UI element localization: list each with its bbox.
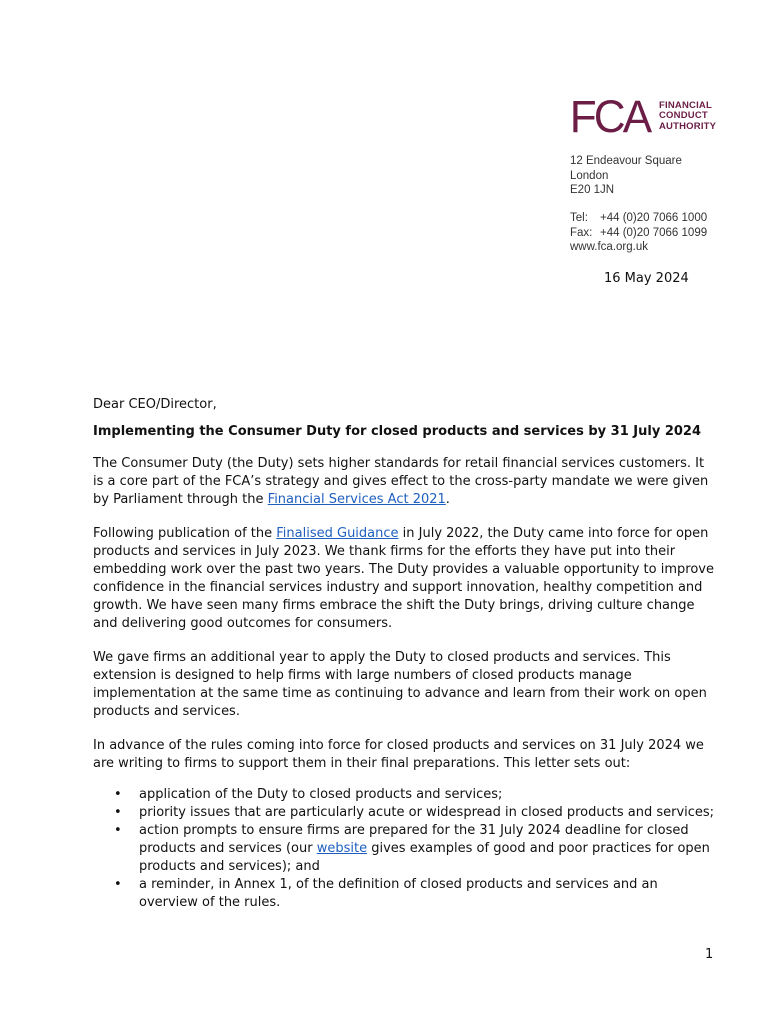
letter-date: 16 May 2024 [604, 271, 689, 286]
paragraph-2 [93, 525, 718, 633]
logo-line-2: CONDUCT [659, 110, 708, 122]
page-number: 1 [705, 947, 714, 962]
paragraph-3: We gave firms an additional year to apply the Duty to closed products and services. This extension is designed to help firms with large numbers of closed products manage implementation at the same time as continuing to advance and learn from their work on open products and services. [93, 650, 707, 719]
letter-heading: Implementing the Consumer Duty for closed products and services by 31 July 2024 [93, 424, 702, 439]
website-line: www.fca.org.uk [570, 241, 648, 253]
paragraph-2-pre: Following publication of the [93, 526, 273, 541]
bullet-item-1: • application of the Duty to closed products and services; [93, 786, 718, 804]
website-link[interactable]: website [316, 841, 368, 856]
paragraph-1-text: The Consumer Duty (the Duty) sets higher standards for retail financial services customers. It is a core part of the FCA’s strategy and gives effect to the cross-party mandate we were given by Parliament through the [93, 456, 709, 507]
fca-logo-text [659, 101, 716, 133]
address-line-1: 12 Endeavour Square [570, 155, 682, 167]
fax-number: +44 (0)20 7066 1099 [600, 226, 708, 239]
bullet-item-2: • priority issues that are particularly acute or widespread in closed products and services; [93, 804, 718, 822]
tel-number: +44 (0)20 7066 1000 [600, 212, 708, 224]
paragraph-1 [93, 455, 718, 509]
finalised-guidance-link[interactable]: Finalised Guidance [276, 526, 399, 541]
salutation: Dear CEO/Director, [93, 397, 217, 412]
letter-body [93, 396, 718, 912]
logo-line-3: AUTHORITY [659, 120, 717, 132]
bullet-item-4: • a reminder, in Annex 1, of the definition of closed products and services and an overview of the rules. [93, 876, 718, 912]
address-line-3: E20 1JN [570, 184, 615, 196]
logo-line-1: FINANCIAL [659, 99, 712, 111]
paragraph-2-post: in July 2022, the Duty came into force for open products and services in July 2023. We thank firms for the efforts they have put into their embedding work over the past two years. The Duty provides a valuable opportunity to improve confidence in the financial services industry and support innovation, healthy competition and growth. We have seen many firms embrace the shift the Duty brings, driving culture change and delivering good outcomes for consumers. [93, 526, 714, 631]
paragraph-1-end: . [445, 492, 450, 507]
fax-line [570, 226, 707, 241]
fax-label: Fax: [570, 226, 593, 239]
address-line-2: London [570, 169, 609, 182]
bullet-3-post: gives examples of good and poor practices for open products and services); and [139, 841, 710, 874]
fca-logo [569, 91, 717, 142]
bullet-item-3 [93, 822, 718, 876]
tel-label: Tel: [570, 212, 588, 224]
fca-logo-mark: FCA [569, 91, 650, 142]
paragraph-4: In advance of the rules coming into force for closed products and services on 31 July 2024 we are writing to firms to support them in their final preparations. This letter sets out: [93, 738, 704, 771]
bullet-list [93, 786, 718, 912]
bullet-3-pre: action prompts to ensure firms are prepared for the 31 July 2024 deadline for closed products and services (our [139, 823, 689, 856]
contact-details [570, 211, 707, 255]
postal-address [570, 154, 682, 198]
telephone-line [570, 211, 707, 226]
financial-services-act-link[interactable]: Financial Services Act 2021 [267, 492, 446, 507]
